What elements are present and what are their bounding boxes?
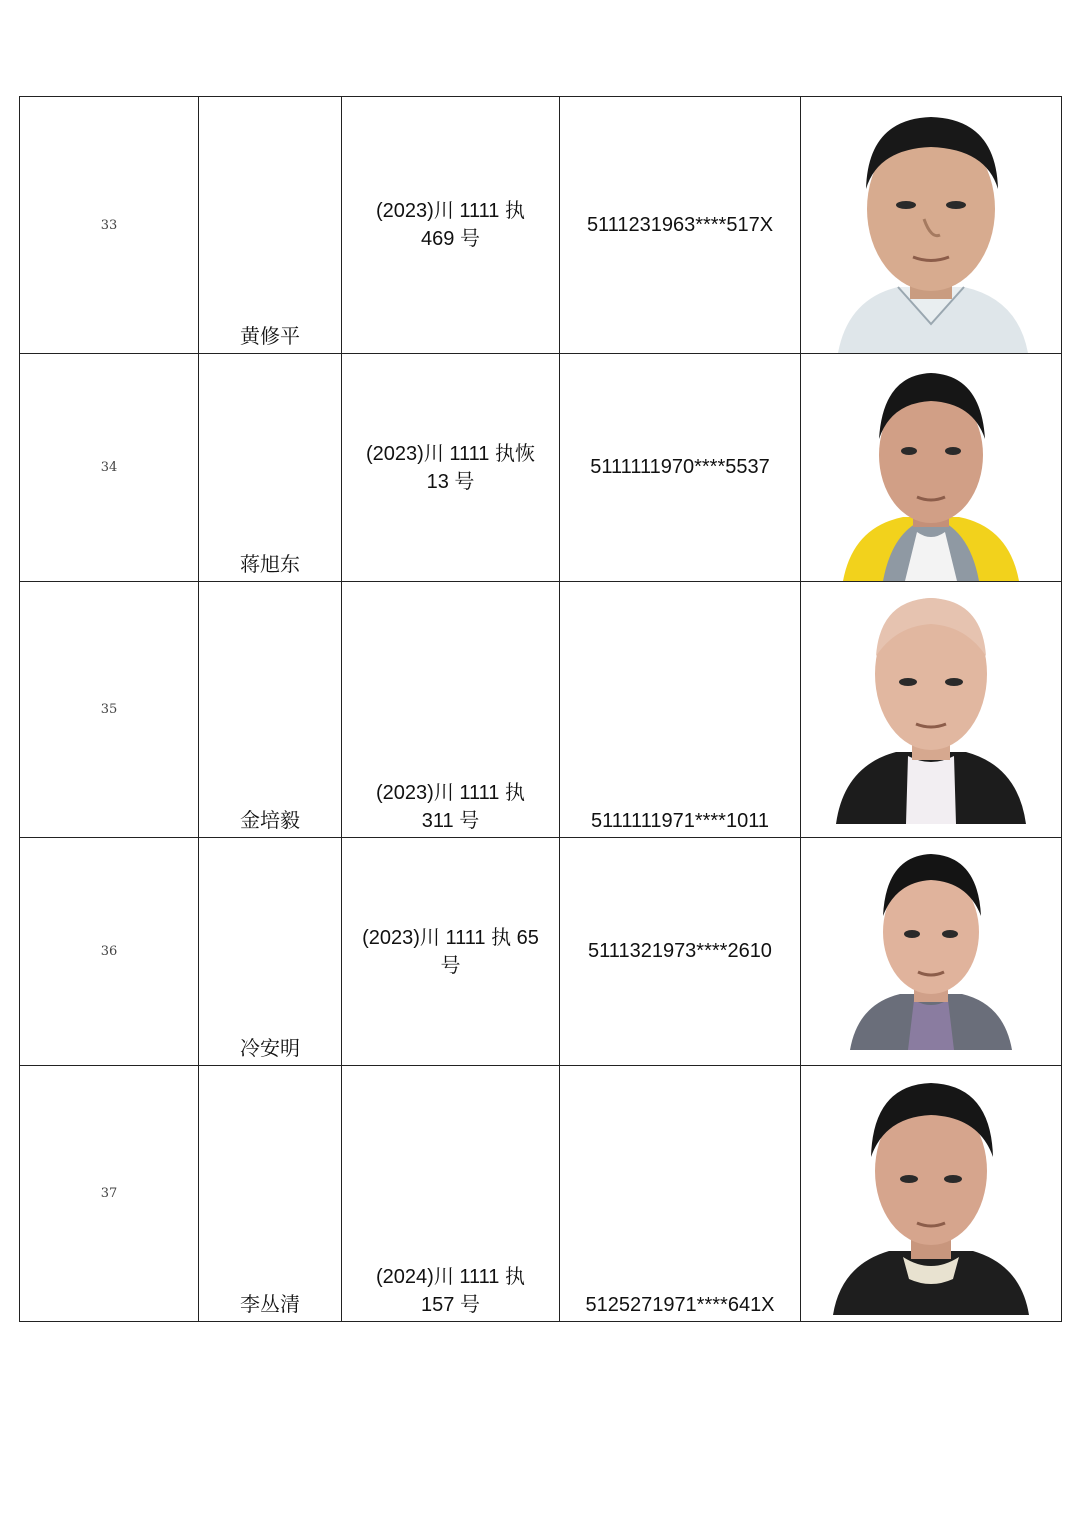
id-number: 5111111971****1011 [591,810,769,832]
table-row [20,1066,1062,1322]
id-number: 5111231963****517X [586,213,774,236]
portrait-photo [801,582,1061,837]
row-index: 35 [100,702,118,717]
row-index: 33 [100,217,118,233]
portrait-photo [801,838,1061,1065]
case-number: (2023)川 1111 执 469 号 [376,200,525,250]
person-name: 金培毅 [240,808,300,832]
case-number: (2023)川 1111 执 65 号 [362,926,539,977]
row-index: 37 [100,1186,118,1201]
id-number: 5111321973****2610 [588,940,772,962]
table-row [20,838,1062,1066]
portrait-photo [801,354,1061,581]
case-number: (2023)川 1111 执 311 号 [376,782,525,832]
table-row [20,97,1062,354]
person-name: 黄修平 [240,324,300,348]
case-number: (2023)川 1111 执恢 13 号 [366,442,535,493]
table-row [20,354,1062,582]
case-number: (2024)川 1111 执 157 号 [376,1266,525,1316]
row-index: 34 [100,460,118,475]
id-number: 5111111970****5537 [590,456,770,478]
row-index: 36 [100,944,118,959]
portrait-photo [801,1066,1061,1321]
portrait-photo [801,97,1061,353]
table-row [20,582,1062,838]
person-name: 蒋旭东 [240,552,300,576]
id-number: 5125271971****641X [585,1294,775,1316]
person-name: 李丛清 [240,1292,300,1316]
person-name: 冷安明 [240,1036,300,1060]
fugitive-roster-table [19,96,1062,1322]
